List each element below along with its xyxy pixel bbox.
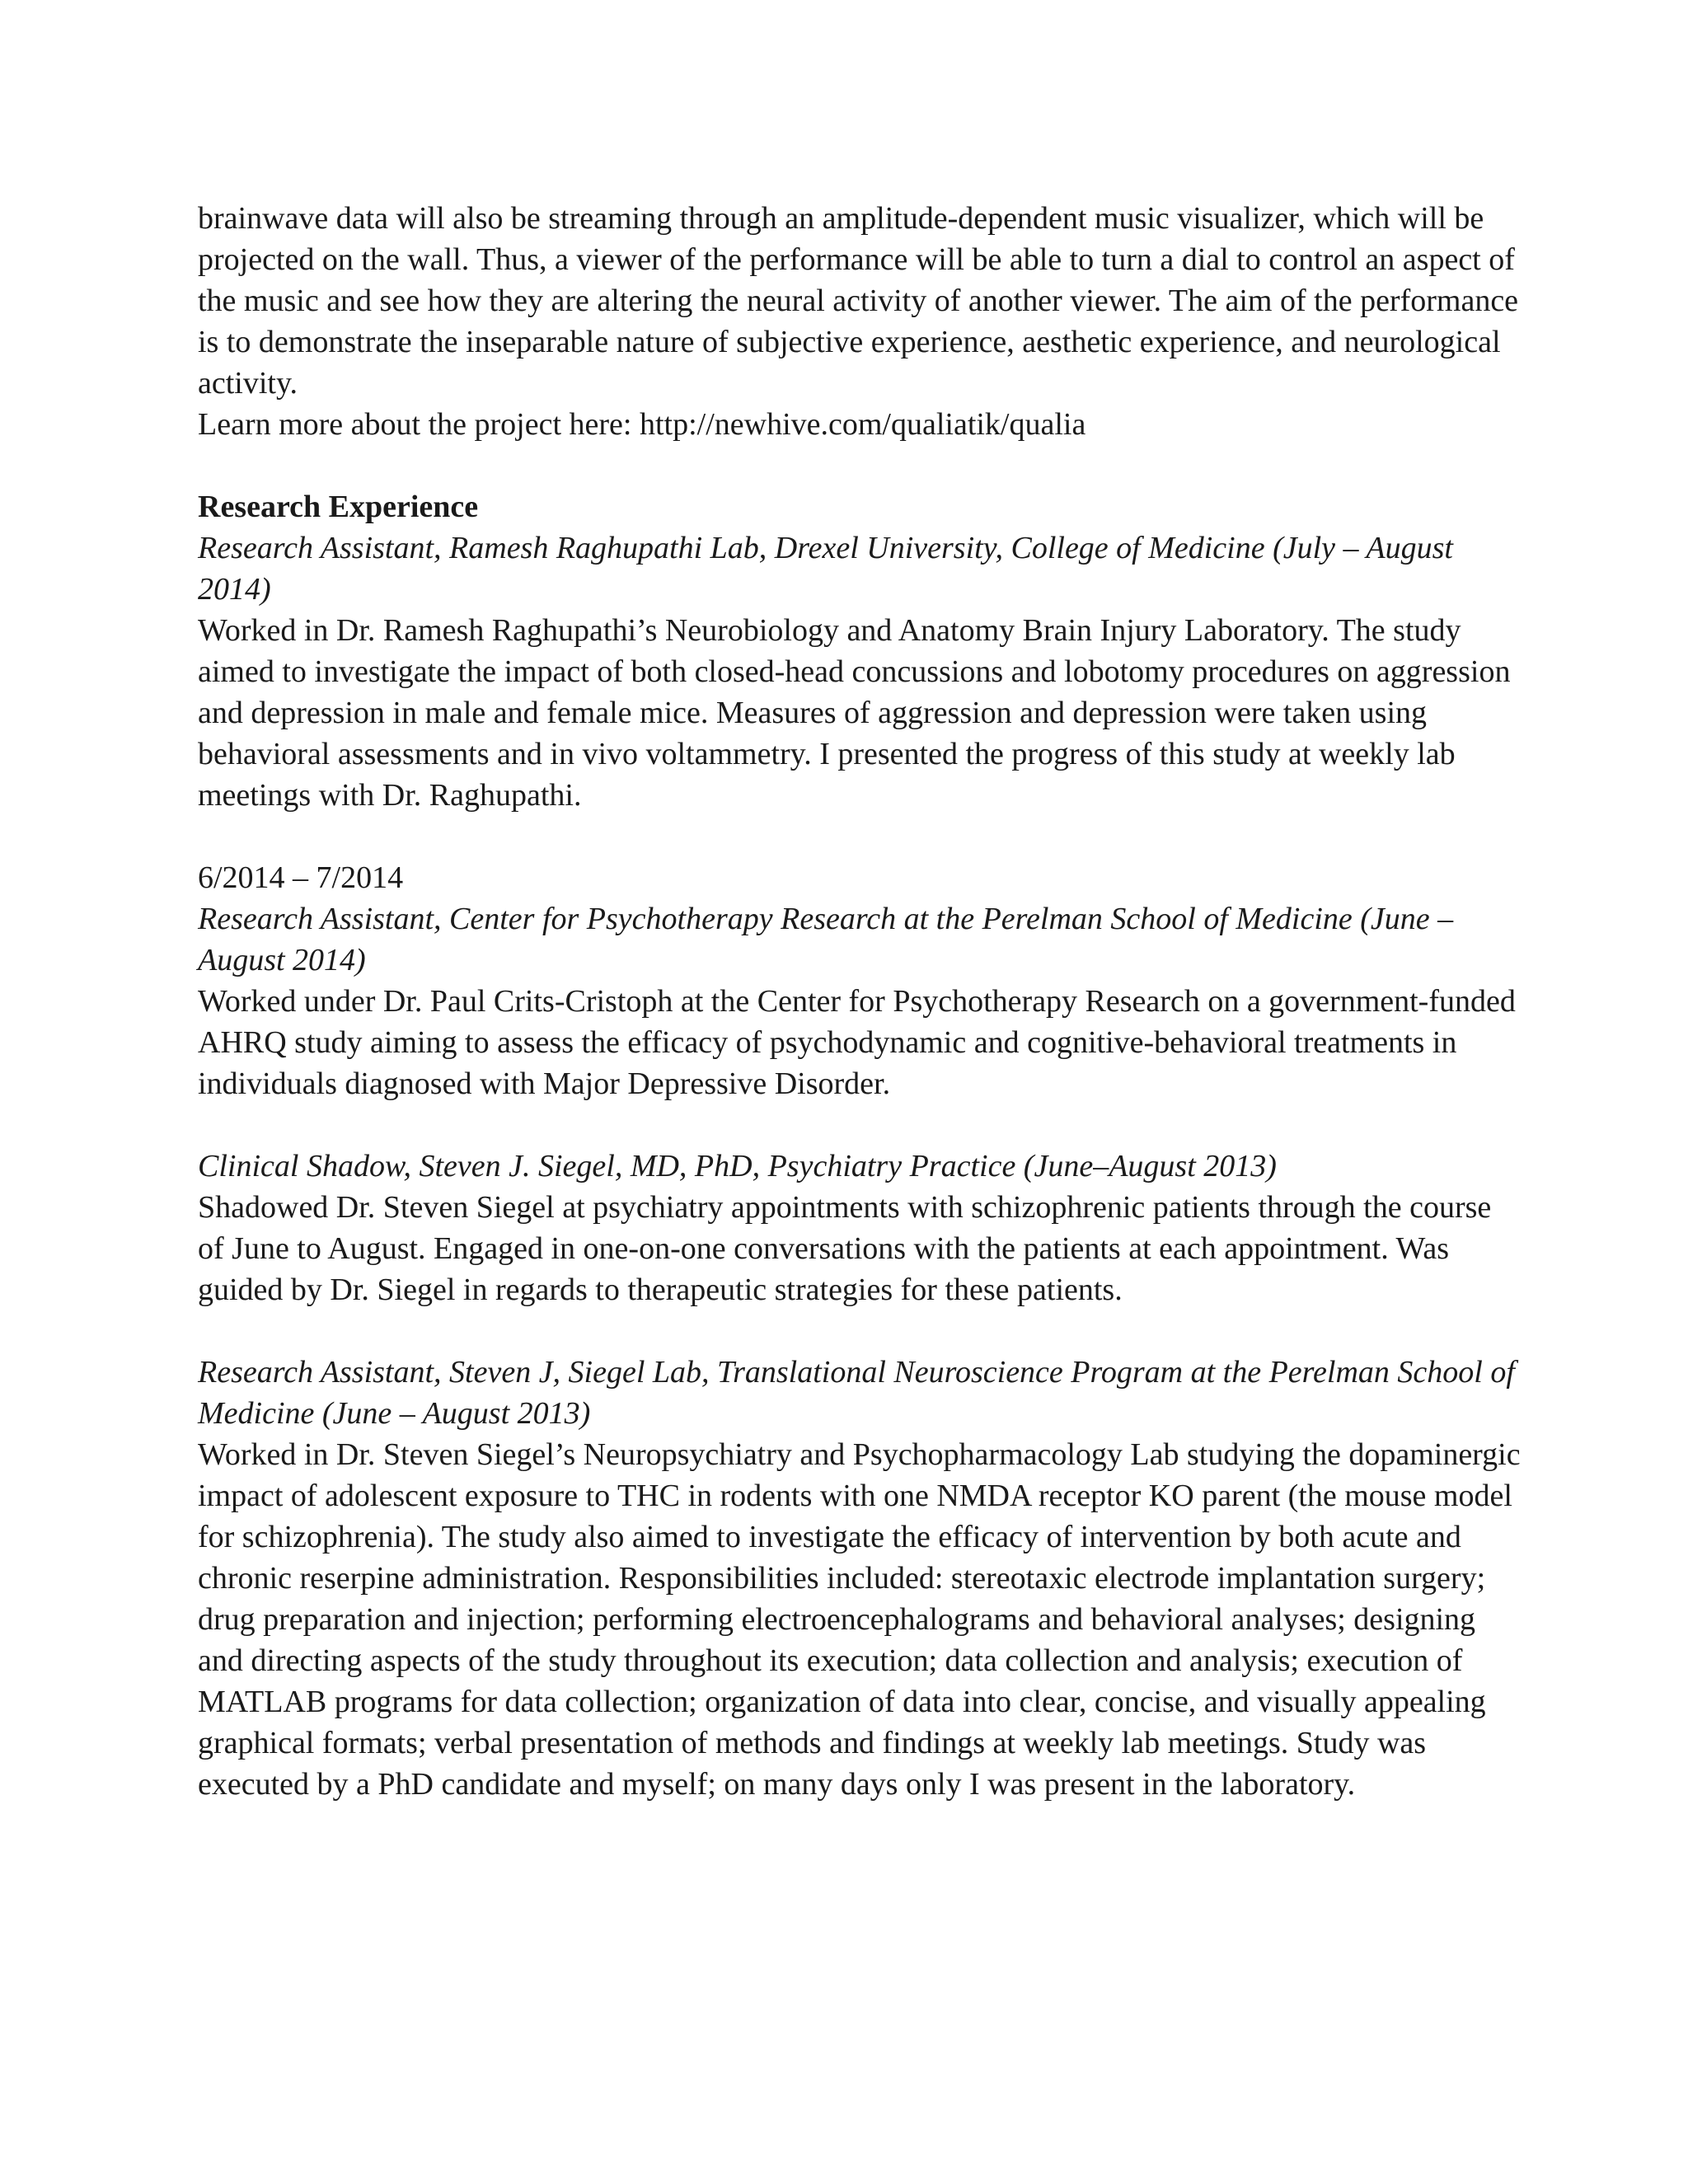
- spacer: [198, 445, 1525, 486]
- entry-description: Shadowed Dr. Steven Siegel at psychiatry appointments with schizophrenic patients through the course of June to August. Engaged in one-on-one conversations with the patients at each appointment. Was guided by Dr. Siegel in regards to therapeutic strategies for these patients.: [198, 1190, 1492, 1307]
- entry-description: Worked in Dr. Steven Siegel’s Neuropsychiatry and Psychopharmacology Lab studying the dopaminergic impact of adolescent exposure to THC in rodents with one NMDA receptor KO parent (the mouse model for schizophrenia). The study also aimed to investigate the efficacy of intervention by both acute and chronic reserpine administration. Responsibilities included: stereotaxic electrode implantation surgery; drug preparation and injection; performing electroencephalograms and behavioral analyses; designing and directing aspects of the study throughout its execution; data collection and analysis; execution of MATLAB programs for data collection; organization of data into clear, concise, and visually appealing graphical formats; verbal presentation of methods and findings at weekly lab meetings. Study was executed by a PhD candidate and myself; on many days only I was present in the laboratory.: [198, 1437, 1521, 1802]
- experience-entry: [198, 527, 1525, 816]
- entry-role: Research Assistant, Steven J, Siegel Lab, Translational Neuroscience Program at the Perelman School of Medicine (June – August 2013): [198, 1355, 1515, 1431]
- experience-entry: [198, 857, 1525, 1104]
- document-page: [198, 198, 1525, 1805]
- experience-entry: [198, 1146, 1525, 1310]
- spacer: [198, 1310, 1525, 1352]
- entry-date: 6/2014 – 7/2014: [198, 860, 404, 895]
- intro-paragraph: brainwave data will also be streaming through an amplitude-dependent music visualizer, which will be projected on the wall. Thus, a viewer of the performance will be able to turn a dial to control an aspect of the music and see how they are altering the neural activity of another viewer. The aim of the performance is to demonstrate the inseparable nature of subjective experience, aesthetic experience, and neurological activity.: [198, 201, 1519, 401]
- experience-entry: [198, 1352, 1525, 1805]
- project-link-line: Learn more about the project here: http://newhive.com/qualiatik/qualia: [198, 407, 1086, 442]
- entry-role: Research Assistant, Ramesh Raghupathi Lab, Drexel University, College of Medicine (July – August 2014): [198, 531, 1453, 607]
- entry-description: Worked under Dr. Paul Crits-Cristoph at the Center for Psychotherapy Research on a government-funded AHRQ study aiming to assess the efficacy of psychodynamic and cognitive-behavioral treatments in individuals diagnosed with Major Depressive Disorder.: [198, 984, 1516, 1101]
- entry-description: Worked in Dr. Ramesh Raghupathi’s Neurobiology and Anatomy Brain Injury Laboratory. The study aimed to investigate the impact of both closed-head concussions and lobotomy procedures on aggression and depression in male and female mice. Measures of aggression and depression were taken using behavioral assessments and in vivo voltammetry. I presented the progress of this study at weekly lab meetings with Dr. Raghupathi.: [198, 613, 1511, 813]
- section-heading: Research Experience: [198, 490, 479, 524]
- spacer: [198, 1104, 1525, 1146]
- entry-role: Clinical Shadow, Steven J. Siegel, MD, PhD, Psychiatry Practice (June–August 2013): [198, 1149, 1277, 1183]
- entry-role: Research Assistant, Center for Psychotherapy Research at the Perelman School of Medicine (June – August 2014): [198, 902, 1454, 977]
- spacer: [198, 816, 1525, 857]
